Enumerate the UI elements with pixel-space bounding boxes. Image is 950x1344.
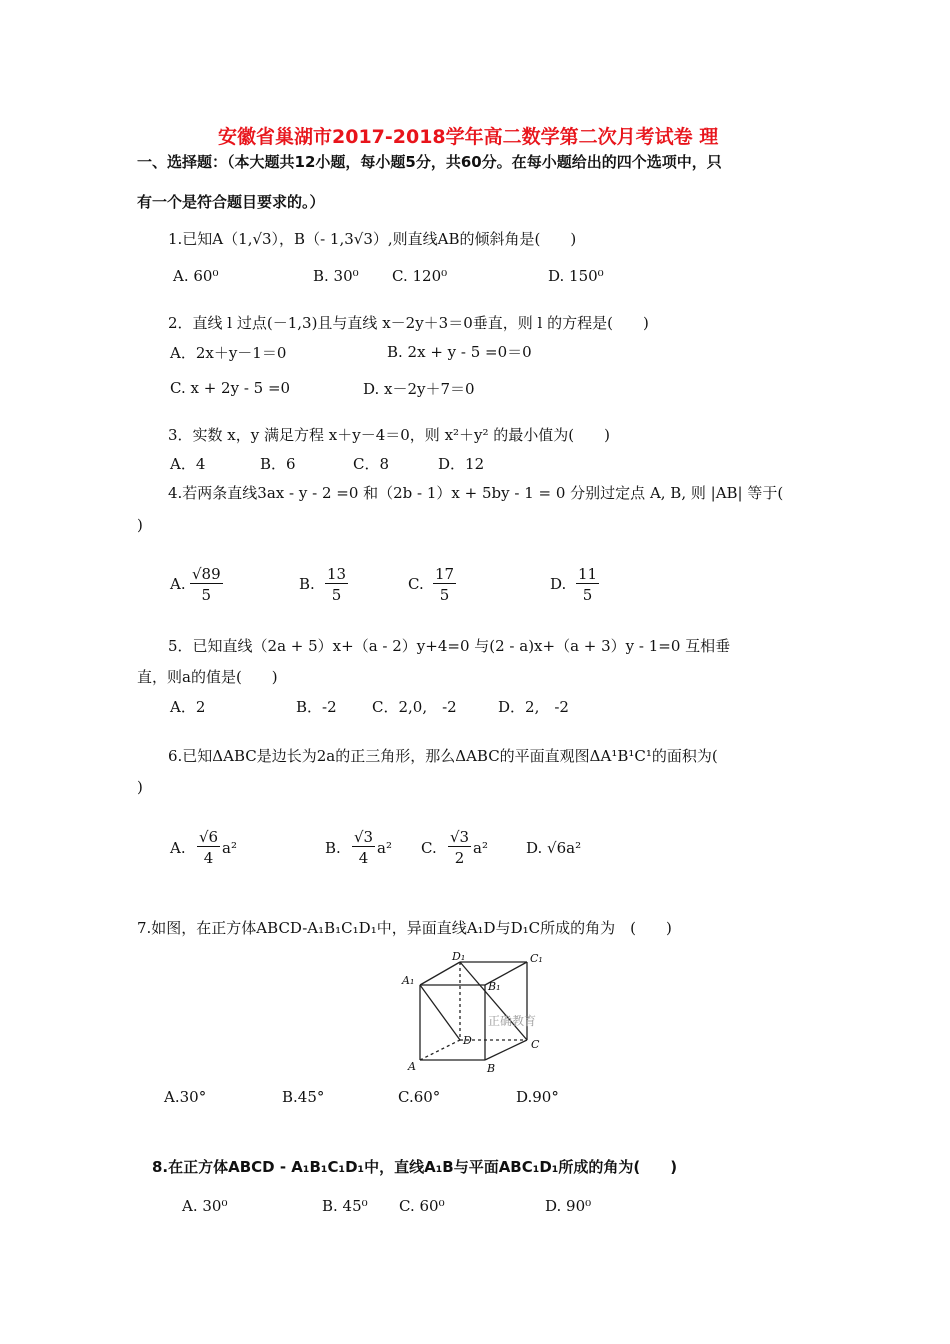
q1-option-b: B. 30⁰ [313,267,359,285]
q6-option-d: D. √6a² [526,839,582,857]
hidden-edge-a-d [420,1040,460,1060]
q4-option-c-fraction: $\frac{17}{5}$ [435,565,455,604]
diagonal-d1-c [460,962,527,1040]
q3-option-b: B．6 [260,455,296,473]
q6-option-c-tail: a² [473,839,488,857]
q2-option-c: C. x + 2y - 5 =0 [170,379,291,397]
edge-a1-d1 [420,962,460,985]
label-b1: B₁ [488,980,501,993]
q3-option-c: C．8 [353,455,390,473]
q7-option-c: C.60° [398,1088,441,1106]
question-6-stem: 6.已知ΔABC是边长为2a的正三角形，那么ΔABC的平面直观图ΔA¹B¹C¹的面积为( [168,747,718,765]
q1-option-d: D. 150⁰ [548,267,604,285]
q2-option-d: D. x－2y＋7＝0 [363,380,475,398]
diagonal-a1-d [420,985,460,1040]
q8-option-b: B. 45⁰ [322,1197,368,1215]
q2-option-b: B. 2x + y - 5 =0＝0 [387,343,532,361]
q5-option-b: B．-2 [296,698,337,716]
edge-b-c [485,1040,527,1060]
q5-option-a: A．2 [170,698,206,716]
q3-option-a: A．4 [170,455,206,473]
q5-option-d: D．2, -2 [498,698,569,716]
q4-option-b-fraction: $\frac{13}{5}$ [327,565,347,604]
q6-option-b-fraction: $\frac{√3}{4}$ [354,828,374,867]
q8-option-a: A. 30⁰ [182,1197,228,1215]
label-a1: A₁ [402,974,415,987]
q7-option-a: A.30° [164,1088,207,1106]
question-5-stem-cont: 直，则a的值是( ) [137,668,278,686]
question-3-stem: 3．实数 x，y 满足方程 x＋y－4＝0，则 x²＋y² 的最小值为( ) [168,426,611,444]
label-c1: C₁ [530,952,543,965]
q6-option-b-tail: a² [377,839,392,857]
label-d: D [463,1034,472,1047]
q5-option-c: C．2,0, -2 [372,698,457,716]
question-4-stem: 4.若两条直线3ax - y - 2 =0 和（2b - 1）x + 5by - 1 = 0 分别过定点 A, B, 则 |AB| 等于( [168,484,784,502]
q4-option-a-fraction: $\frac{√89}{5}$ [192,565,221,604]
q1-option-c: C. 120⁰ [392,267,448,285]
figure-watermark: 正确教育 [488,1014,537,1028]
label-a: A [408,1060,416,1073]
q6-option-c: C. [421,839,437,857]
q8-option-c: C. 60⁰ [399,1197,445,1215]
label-c: C [531,1038,540,1051]
q6-option-b: B. [325,839,341,857]
question-5-stem: 5．已知直线（2a + 5）x+（a - 2）y+4=0 与(2 - a)x+（a + 3）y - 1=0 互相垂 [168,637,731,655]
q4-option-c: C. [408,575,424,593]
question-6-stem-cont: ) [137,778,143,796]
q4-option-b: B. [299,575,315,593]
question-7-stem: 7.如图，在正方体ABCD-A₁B₁C₁D₁中，异面直线A₁D与D₁C所成的角为 ( ) [137,919,672,937]
cube-figure [400,950,560,1080]
q4-option-d: D. [550,575,567,593]
q6-option-c-fraction: $\frac{√3}{2}$ [450,828,470,867]
label-b: B [487,1062,496,1075]
section-heading-line1: 一、选择题：（本大题共12小题，每小题5分，共60分。在每小题给出的四个选项中，只 [137,153,722,171]
q7-option-d: D.90° [516,1088,559,1106]
q3-option-d: D．12 [438,455,485,473]
q4-option-d-fraction: $\frac{11}{5}$ [578,565,598,604]
q6-option-a-tail: a² [222,839,237,857]
q1-option-a: A. 60⁰ [173,267,219,285]
label-d1: D₁ [452,950,466,963]
section-heading-line2: 有一个是符合题目要求的。） [137,193,325,211]
question-4-stem-cont: ) [137,516,143,534]
q2-option-a: A．2x＋y－1＝0 [170,344,287,362]
q6-option-a: A. [170,839,186,857]
page-title: 安徽省巢湖市2017-2018学年高二数学第二次月考试卷 理 [218,126,719,148]
q7-option-b: B.45° [282,1088,325,1106]
q6-option-a-fraction: $\frac{√6}{4}$ [199,828,219,867]
question-8-stem: 8.在正方体ABCD - A₁B₁C₁D₁中，直线A₁B与平面ABC₁D₁所成的角为( ) [152,1158,678,1176]
question-1-stem: 1.已知A（1,√3），B（- 1,3√3）,则直线AB的倾斜角是( ) [168,230,577,248]
q4-option-a: A. [170,575,186,593]
q8-option-d: D. 90⁰ [545,1197,592,1215]
question-2-stem: 2．直线 l 过点(－1,3)且与直线 x－2y＋3＝0垂直，则 l 的方程是( ) [168,314,649,332]
